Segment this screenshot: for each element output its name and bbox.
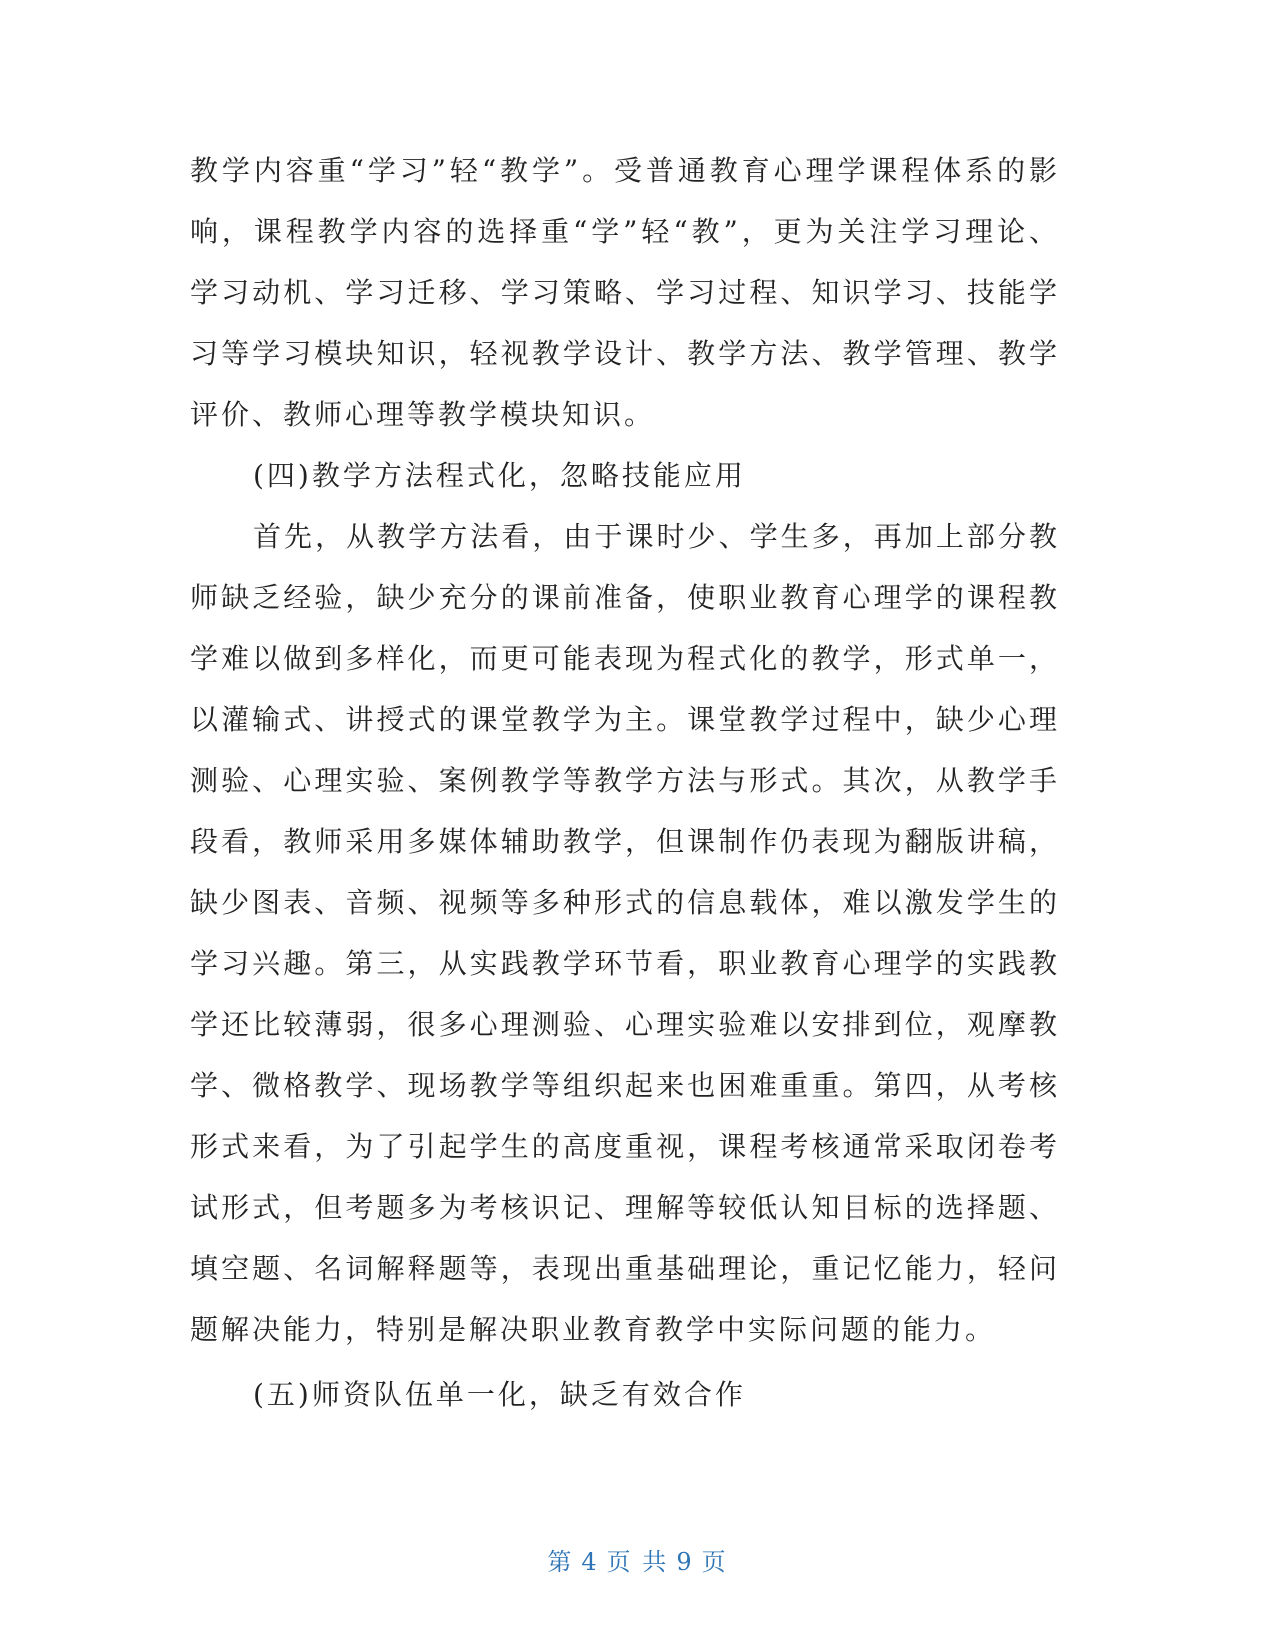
section-heading-5: (五)师资队伍单一化，缺乏有效合作 <box>253 1378 746 1411</box>
footer-suffix: 页 <box>701 1548 728 1576</box>
section-heading-4: (四)教学方法程式化，忽略技能应用 <box>253 459 746 492</box>
page-footer <box>0 1542 1275 1577</box>
footer-total-pages: 9 <box>676 1548 694 1576</box>
paragraph-teaching-methods: 首先，从教学方法看，由于课时少、学生多，再加上部分教师缺乏经验，缺少充分的课前准备，使职业教育心理学的课程教学难以做到多样化，而更可能表现为程式化的教学，形式单一，以灌输式、讲授式的课堂教学为主。课堂教学过程中，缺少心理测验、心理实验、案例教学等教学方法与形式。其次，从教学手段看，教师采用多媒体辅助教学，但课制作仍表现为翻版讲稿，缺少图表、音频、视频等多种形式的信息载体，难以激发学生的学习兴趣。第三，从实践教学环节看，职业教育心理学的实践教学还比较薄弱，很多心理测验、心理实验难以安排到位，观摩教学、微格教学、现场教学等组织起来也困难重重。第四，从考核形式来看，为了引起学生的高度重视，课程考核通常采取闭卷考试形式，但考题多为考核识记、理解等较低认知目标的选择题、填空题、名词解释题等，表现出重基础理论，重记忆能力，轻问题解决能力，特别是解决职业教育教学中实际问题的能力。 <box>190 520 1060 1346</box>
footer-prefix: 第 <box>547 1548 574 1576</box>
footer-current-page: 4 <box>581 1548 599 1576</box>
page-content <box>190 140 1060 1425</box>
paragraph-teaching-content: 教学内容重“学习”轻“教学”。受普通教育心理学课程体系的影响，课程教学内容的选择重“学”轻“教”，更为关注学习理论、学习动机、学习迁移、学习策略、学习过程、知识学习、技能学习等学习模块知识，轻视教学设计、教学方法、教学管理、教学评价、教师心理等教学模块知识。 <box>190 154 1060 431</box>
footer-middle: 页 共 <box>606 1548 669 1576</box>
